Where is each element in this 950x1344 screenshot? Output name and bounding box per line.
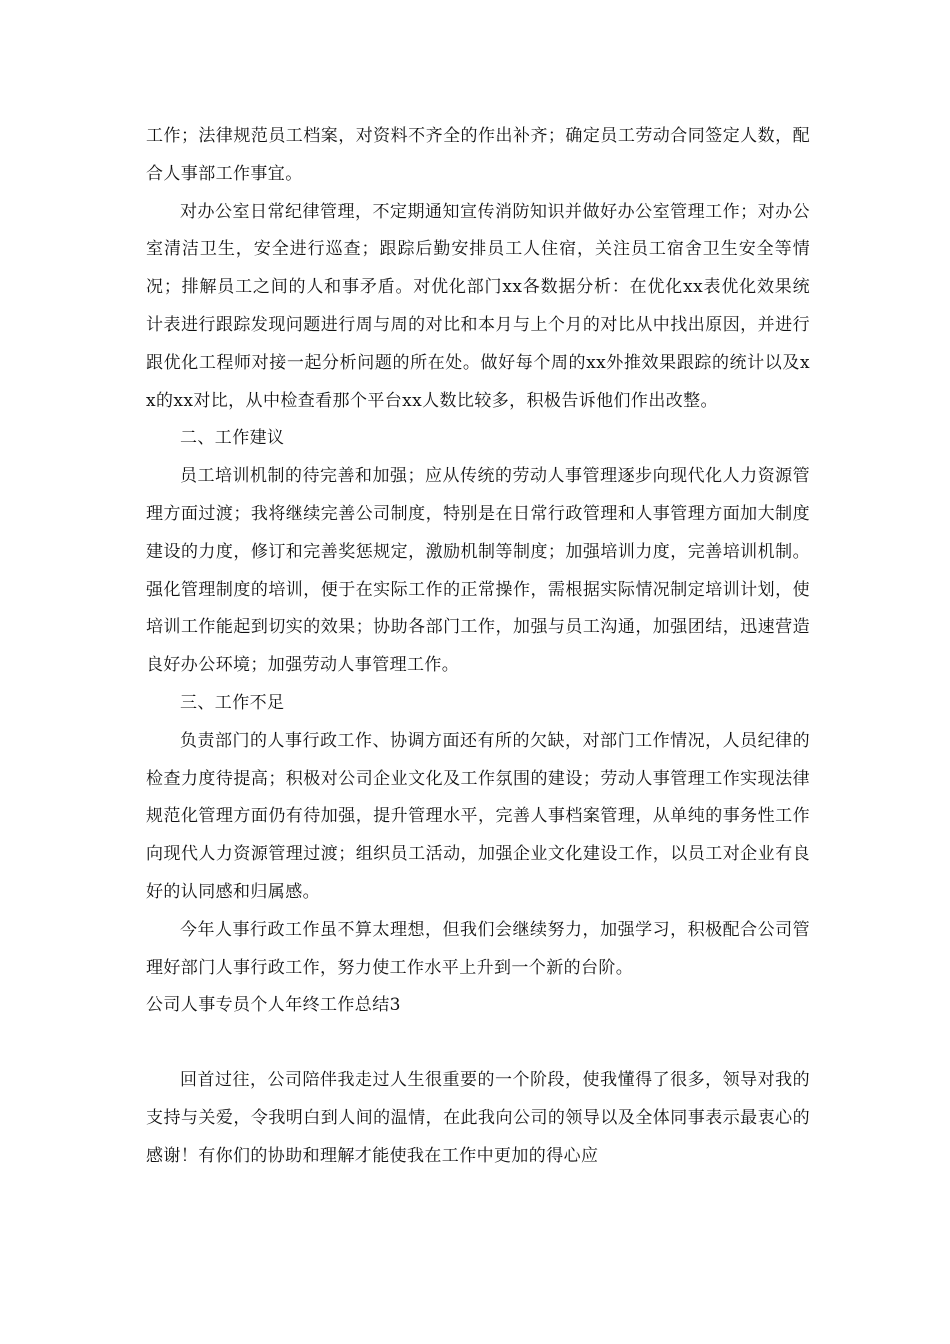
- section-heading-shortcomings: 三、工作不足: [180, 692, 285, 713]
- document-section-title: 公司人事专员个人年终工作总结3: [146, 995, 401, 1016]
- paragraph-conclusion: 今年人事行政工作虽不算太理想，但我们会继续努力，加强学习，积极配合公司管理好部门人事行政工作，努力使工作水平上升到一个新的台阶。: [146, 919, 810, 978]
- paragraph-retrospective: 回首过往，公司陪伴我走过人生很重要的一个阶段，使我懂得了很多，领导对我的支持与关爱，令我明白到人间的温情，在此我向公司的领导以及全体同事表示最衷心的感谢！有你们的协助和理解才能使我在工作中更加的得心应: [146, 1070, 810, 1166]
- paragraph-suggestions: 员工培训机制的待完善和加强；应从传统的劳动人事管理逐步向现代化人力资源管理方面过渡；我将继续完善公司制度，特别是在日常行政管理和人事管理方面加大制度建设的力度，修订和完善奖惩规定，激励机制等制度；加强培训力度，完善培训机制。强化管理制度的培训，便于在实际工作的正常操作，需根据实际情况制定培训计划，使培训工作能起到切实的效果；协助各部门工作，加强与员工沟通，加强团结，迅速营造良好办公环境；加强劳动人事管理工作。: [146, 466, 810, 676]
- blank-line: [146, 1025, 810, 1062]
- paragraph-office-discipline: 对办公室日常纪律管理，不定期通知宣传消防知识并做好办公室管理工作；对办公室清洁卫生，安全进行巡查；跟踪后勤安排员工人住宿，关注员工宿舍卫生安全等情况；排解员工之间的人和事矛盾。对优化部门xx各数据分析：在优化xx表优化效果统计表进行跟踪发现问题进行周与周的对比和本月与上个月的对比从中找出原因，并进行跟优化工程师对接一起分析问题的所在处。做好每个周的xx外推效果跟踪的统计以及xx的xx对比，从中检查看那个平台xx人数比较多，积极告诉他们作出改整。: [146, 201, 810, 411]
- paragraph-shortcomings: 负责部门的人事行政工作、协调方面还有所的欠缺，对部门工作情况，人员纪律的检查力度待提高；积极对公司企业文化及工作氛围的建设；劳动人事管理工作实现法律规范化管理方面仍有待加强，提升管理水平，完善人事档案管理，从单纯的事务性工作向现代人力资源管理过渡；组织员工活动，加强企业文化建设工作，以员工对企业有良好的认同感和归属感。: [146, 730, 810, 902]
- paragraph-continuation: 工作；法律规范员工档案，对资料不齐全的作出补齐；确定员工劳动合同签定人数，配合人事部工作事宜。: [146, 126, 810, 184]
- document-page: [146, 118, 810, 1176]
- section-heading-suggestions: 二、工作建议: [180, 428, 285, 449]
